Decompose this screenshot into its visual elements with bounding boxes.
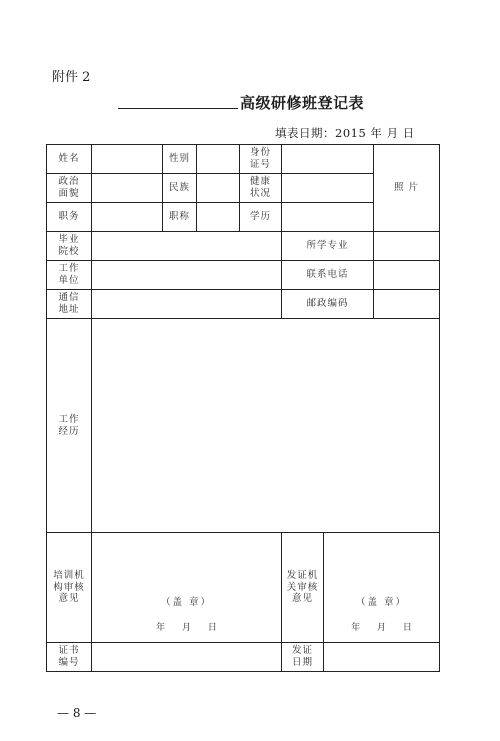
health-field[interactable] [282,174,374,203]
date-left: 年 月 日 [156,623,217,633]
ethnicity-label: 民族 [163,174,197,203]
postcode-label: 邮政编码 [282,290,374,319]
political-status-field[interactable] [92,174,163,203]
seal-right: （盖 章） [355,597,408,608]
work-experience-field[interactable] [92,319,440,533]
row-employer [47,261,440,290]
address-label: 通信 地址 [47,290,92,319]
row-work-experience [47,319,440,533]
major-field[interactable] [374,232,440,261]
id-number-label: 身份 证号 [240,145,282,174]
id-number-field[interactable] [282,145,374,174]
name-label: 姓名 [47,145,92,174]
position-field[interactable] [92,203,163,232]
position-label: 职务 [47,203,92,232]
photo-box[interactable] [374,145,440,232]
work-experience-label: 工作 经历 [47,319,92,533]
health-label: 健康 状况 [240,174,282,203]
training-review-field[interactable] [92,533,282,643]
page-number: — 8 — [57,706,97,720]
gender-label: 性别 [163,145,197,174]
date-right: 年 月 日 [351,623,412,633]
row-review [47,533,440,643]
certificate-number-label: 证书 编号 [47,643,92,672]
seal-left: （盖 章） [160,597,213,608]
issue-date-field[interactable] [324,643,440,672]
row-school [47,232,440,261]
education-field[interactable] [282,203,374,232]
title-blank-line [118,108,238,109]
form-title: 高级研修班登记表 [240,94,365,112]
fill-date: 填表日期：2015 年 月 日 [275,126,415,140]
row-address [47,290,440,319]
employer-label: 工作 单位 [47,261,92,290]
row-certificate [47,643,440,672]
major-label: 所学专业 [282,232,374,261]
title-rank-label: 职称 [163,203,197,232]
gender-field[interactable] [197,145,240,174]
row-name [47,145,440,174]
photo-label: 照 片 [393,182,420,194]
phone-label: 联系电话 [282,261,374,290]
phone-field[interactable] [374,261,440,290]
training-review-label: 培训机 构审核 意见 [47,533,92,643]
ethnicity-field[interactable] [197,174,240,203]
title-rank-field[interactable] [197,203,240,232]
school-field[interactable] [92,232,282,261]
address-field[interactable] [92,290,282,319]
registration-form-table [46,144,440,672]
issue-date-label: 发证 日期 [282,643,324,672]
issuer-review-label: 发证机 关审核 意见 [282,533,324,643]
postcode-field[interactable] [374,290,440,319]
school-label: 毕业 院校 [47,232,92,261]
political-status-label: 政治 面貌 [47,174,92,203]
attachment-label: 附件 2 [52,70,91,85]
issuer-review-field[interactable] [324,533,440,643]
certificate-number-field[interactable] [92,643,282,672]
employer-field[interactable] [92,261,282,290]
education-label: 学历 [240,203,282,232]
name-field[interactable] [92,145,163,174]
